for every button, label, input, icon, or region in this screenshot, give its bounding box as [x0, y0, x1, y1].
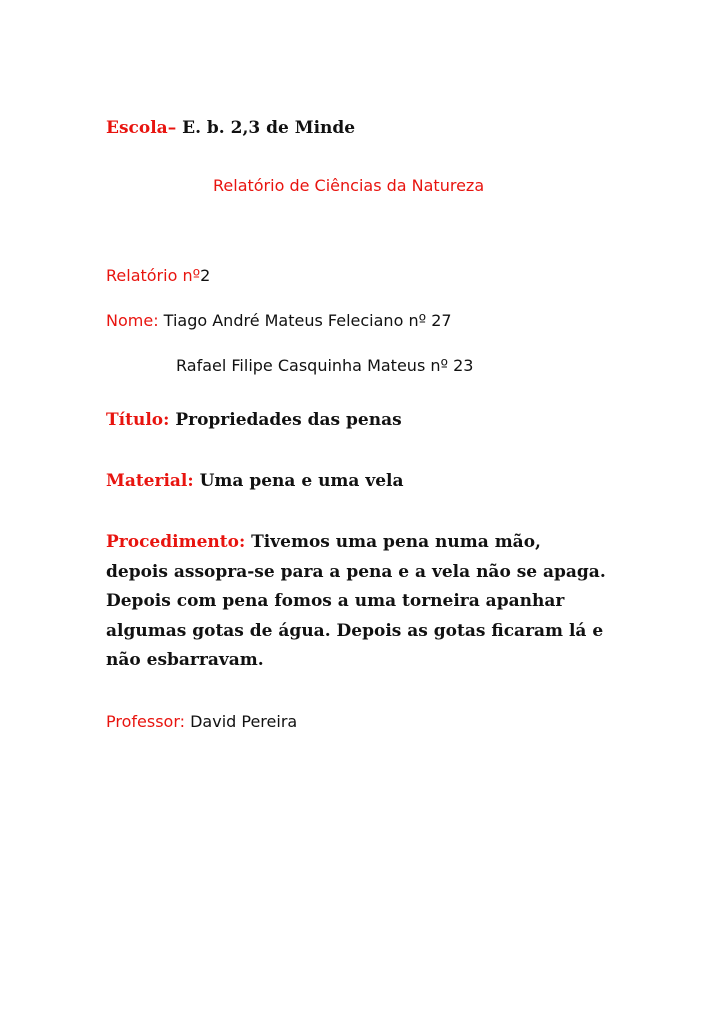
- report-heading: Relatório de Ciências da Natureza: [213, 176, 485, 195]
- teacher-label: Professor:: [106, 712, 186, 731]
- title-line: [106, 410, 402, 430]
- procedure-paragraph: [106, 528, 606, 676]
- name-line: [106, 311, 452, 330]
- title-label: Título:: [106, 410, 170, 430]
- material-value: Uma pena e uma vela: [193, 471, 404, 491]
- report-number-value: 2: [200, 266, 211, 285]
- procedure-label: Procedimento:: [106, 532, 246, 552]
- student-name-2-line: [176, 356, 473, 375]
- material-line: [106, 471, 404, 491]
- name-label: Nome:: [106, 311, 159, 330]
- teacher-line: [106, 712, 297, 731]
- report-number-label: Relatório nº: [106, 266, 201, 285]
- school-value: E. b. 2,3 de Minde: [176, 118, 356, 138]
- report-number-line: [106, 266, 210, 285]
- school-label: Escola–: [106, 118, 177, 138]
- student-name-2: Rafael Filipe Casquinha Mateus nº 23: [176, 356, 474, 375]
- school-line: [106, 118, 355, 138]
- procedure-text: Tivemos uma pena numa mão, depois assopra-se para a pena e a vela não se apaga. Depois com pena fomos a uma torneira apanhar algumas gotas de água. Depois as gotas ficaram lá e não esbarravam.: [106, 532, 606, 670]
- student-name-1: Tiago André Mateus Feleciano nº 27: [158, 311, 452, 330]
- material-label: Material:: [106, 471, 194, 491]
- teacher-value: David Pereira: [185, 712, 298, 731]
- title-value: Propriedades das penas: [169, 410, 402, 430]
